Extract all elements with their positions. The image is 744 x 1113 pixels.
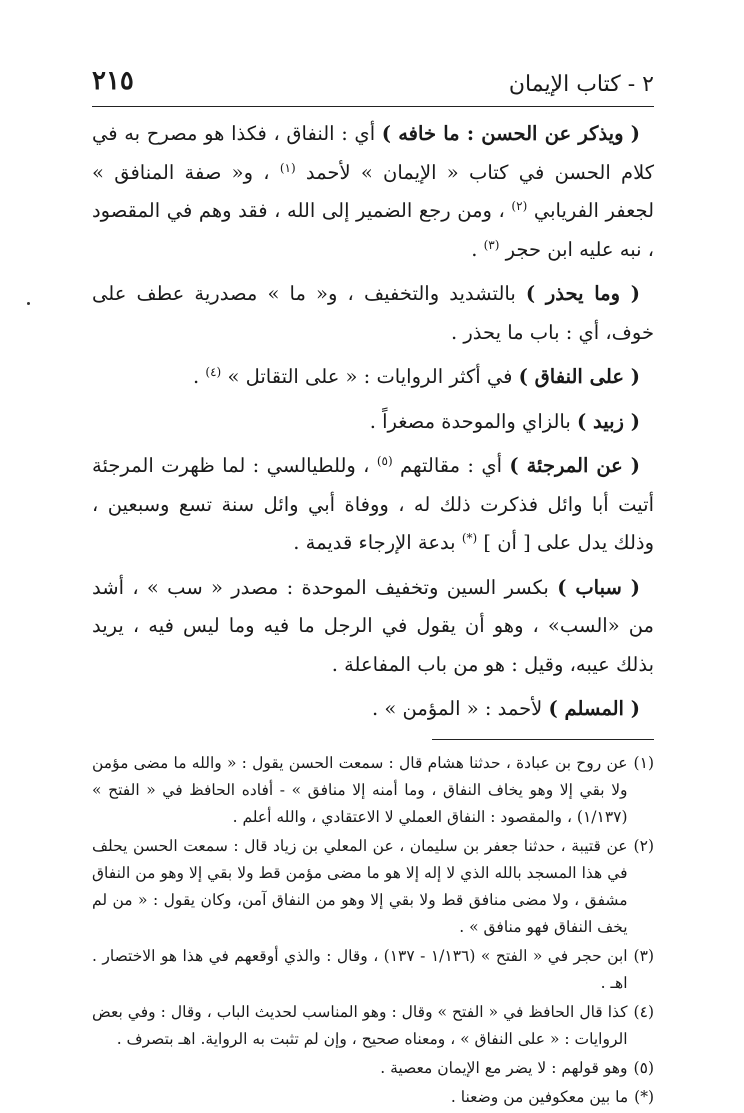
paragraph-text: بدعة الإرجاء قديمة . (293, 531, 462, 554)
footnote-number: (*) (634, 1087, 654, 1106)
running-title: ٢ - كتاب الإيمان (508, 72, 654, 97)
page-number: ٢١٥ (92, 66, 134, 96)
footnote-ref: (*) (461, 531, 478, 545)
paragraph-zubayd (92, 403, 654, 442)
footnote-item (92, 1084, 654, 1111)
footnote-number: (٥) (633, 1058, 654, 1077)
paragraph-sibab (92, 569, 654, 685)
footnote-number: (١) (633, 753, 654, 772)
paragraph-text: بكسر السين وتخفيف الموحدة : مصدر « سب » ، أشد من «السب» ، وهو أن يقول في الرجل ما فيه وما ليس فيه ، يريد بذلك عيبه، وقيل : هو من باب المفاعلة . (92, 575, 654, 676)
main-text (92, 115, 654, 729)
footnote-item (92, 1055, 654, 1082)
paragraph-term: ( المسلم ) (548, 697, 640, 720)
book-page (92, 62, 654, 1113)
footnote-number: (٢) (633, 836, 654, 855)
footnote-text: ابن حجر في « الفتح » (١/١٣٦ - ١٣٧) ، وقال : والذي أوقعهم في هذا هو الاختصار . اهـ . (92, 946, 628, 992)
footnote-ref: (٣) (483, 237, 500, 252)
footnote-text: وهو قولهم : لا يضر مع الإيمان معصية . (380, 1058, 628, 1077)
paragraph-term: ( ويذكر عن الحسن : ما خافه ) (381, 122, 640, 145)
footnote-text: عن روح بن عبادة ، حدثنا هشام قال : سمعت الحسن يقول : « والله ما مضى مؤمن ولا بقي إلا وهو يخاف النفاق ، وما أمنه إلا منافق » - أفاده الحافظ في « الفتح » (١/١٣٧) ، والمقصود : النفاق العملي لا الاعتقادي ، والله أعلم . (92, 753, 628, 826)
footnotes-section (92, 750, 654, 1111)
paragraph-term: ( على النفاق ) (518, 365, 640, 388)
paragraph-text: بالتشديد والتخفيف ، و« ما » مصدرية عطف على خوف، أي : باب ما يحذر . (92, 282, 654, 344)
paragraph-murjia (92, 447, 654, 563)
paragraph-text: في أكثر الروايات : « على التقاتل » (227, 365, 519, 388)
footnote-item (92, 999, 654, 1053)
paragraph-text: أي : النفاق ، فكذا هو مصرح به في كلام الحسن في كتاب « الإيمان » لأحمد (92, 122, 655, 184)
paragraph-text: أي : مقالتهم (400, 454, 510, 477)
paragraph-yahdhar (92, 275, 654, 352)
footnote-ref: (١) (279, 160, 296, 175)
footnote-item (92, 750, 654, 831)
footnote-number: (٣) (633, 946, 654, 965)
footnote-item (92, 833, 654, 941)
paragraph-text: ، ومن رجع الضمير إلى الله ، فقد وهم في المقصود ، نبه عليه ابن حجر (92, 199, 654, 261)
paragraph-term: ( زبيد ) (577, 409, 640, 433)
footnote-item (92, 943, 654, 997)
paragraph-text: . (471, 237, 484, 261)
paragraph-text: . (193, 365, 206, 388)
paragraph-text: ، وللطيالسي : لما ظهرت المرجئة أتيت أبا وائل فذكرت ذلك له ، ووفاة أبي وائل سنة تسع وسبعين ، وذلك يدل على [ أن ] (92, 454, 654, 554)
footnote-text: ما بين معكوفين من وضعنا . (450, 1087, 629, 1106)
paragraph-term: ( وما يحذر ) (525, 282, 640, 305)
paragraph-term: ( سباب ) (557, 575, 640, 599)
footnote-ref: (٢) (511, 199, 528, 213)
paragraph-text: بالزاي والموحدة مصغراً . (369, 409, 577, 433)
paragraph-text: لأحمد : « المؤمن » . (372, 697, 549, 720)
footnote-ref: (٤) (205, 365, 222, 379)
footnote-text: عن قتيبة ، حدثنا جعفر بن سليمان ، عن المعلي بن زياد قال : سمعت الحسن يحلف في هذا المسجد بالله الذي لا إله إلا هو ما مضى مؤمن قط ولا بقي إلا وهو من النفاق مشفق ، ولا مضى منافق قط ولا بقي إلا وهو من النفاق آمن، وكان يقول : « من لم يخف النفاق فهو منافق » . (92, 836, 628, 936)
stray-dot-mark (27, 302, 30, 305)
paragraph-text: ، و« صفة المنافق » لجعفر الفريابي (92, 160, 655, 222)
footnote-divider (432, 739, 654, 740)
footnote-text: كذا قال الحافظ في « الفتح » وقال : وهو المناسب لحديث الباب ، وقال : وفي بعض الروايات : « على النفاق » ، ومعناه صحيح ، وإن لم تثبت به الرواية. اهـ بتصرف . (92, 1002, 628, 1048)
footnote-ref: (٥) (376, 454, 393, 468)
paragraph-hasan (92, 115, 654, 269)
paragraph-nifaq (92, 358, 654, 397)
page-header (92, 62, 654, 107)
paragraph-term: ( عن المرجئة ) (509, 454, 640, 477)
footnote-number: (٤) (633, 1002, 654, 1021)
paragraph-muslim (92, 690, 654, 729)
